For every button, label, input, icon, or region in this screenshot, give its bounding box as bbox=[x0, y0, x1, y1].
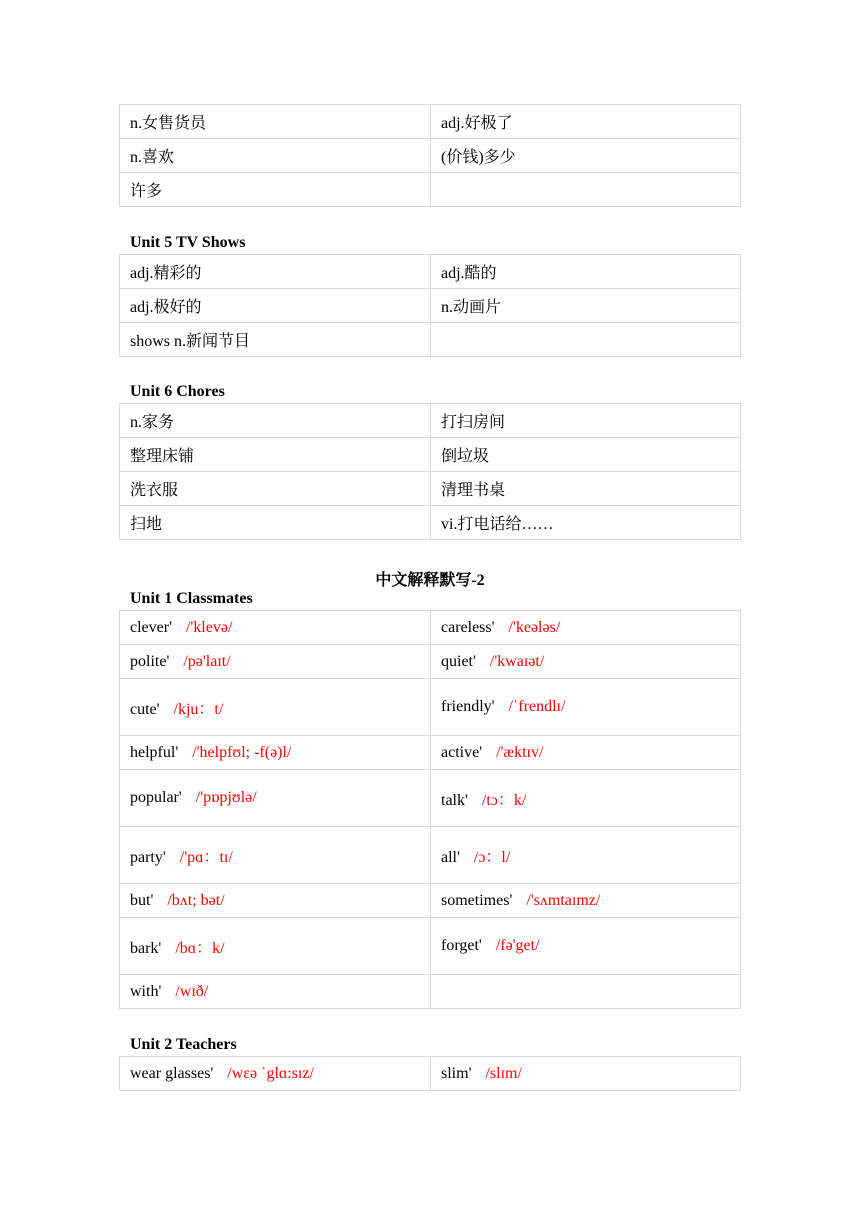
table-cell bbox=[431, 323, 741, 357]
table-row bbox=[120, 611, 741, 645]
phonetic: /'pɑ：tɪ/ bbox=[179, 848, 233, 866]
table-cell: n.家务 bbox=[120, 404, 431, 438]
table-cell: adj.精彩的 bbox=[120, 255, 431, 289]
table-cell bbox=[431, 679, 741, 736]
phonetic: /tɔ：k/ bbox=[481, 791, 527, 809]
table-cell bbox=[431, 645, 741, 679]
word: forget' bbox=[441, 937, 482, 954]
phonetic: /bʌt; bət/ bbox=[167, 891, 225, 909]
word: all' bbox=[441, 848, 460, 866]
phonetic: /ɔ：l/ bbox=[473, 848, 511, 866]
unit2-heading: Unit 2 Teachers bbox=[130, 1036, 237, 1053]
word: careless' bbox=[441, 618, 495, 636]
word: clever' bbox=[130, 618, 172, 636]
phonetic: /wɪð/ bbox=[175, 982, 209, 1000]
phonetic: /kju：t/ bbox=[173, 700, 224, 718]
table-cell: adj.极好的 bbox=[120, 289, 431, 323]
word: but' bbox=[130, 891, 154, 909]
table-cell bbox=[431, 770, 741, 827]
table-cell bbox=[431, 611, 741, 645]
table-cell bbox=[120, 975, 431, 1009]
table-row bbox=[120, 472, 741, 506]
table-row bbox=[120, 975, 741, 1009]
vocab-table-unit6 bbox=[119, 403, 741, 540]
table-cell: 倒垃圾 bbox=[431, 438, 741, 472]
phonetic: /'keələs/ bbox=[508, 618, 561, 636]
table-cell: shows n.新闻节目 bbox=[120, 323, 431, 357]
phonetic: /'helpfʊl; -f(ə)l/ bbox=[192, 743, 292, 761]
table-cell: n.喜欢 bbox=[120, 139, 431, 173]
word: popular' bbox=[130, 789, 182, 806]
table-cell bbox=[120, 827, 431, 884]
table-row bbox=[120, 1057, 741, 1091]
table-row bbox=[120, 679, 741, 736]
table-row bbox=[120, 827, 741, 884]
table-cell: 许多 bbox=[120, 173, 431, 207]
phonetic: /slɪm/ bbox=[485, 1064, 522, 1082]
unit6-heading: Unit 6 Chores bbox=[130, 383, 225, 400]
table-row bbox=[120, 438, 741, 472]
unit5-heading: Unit 5 TV Shows bbox=[130, 234, 246, 251]
table-cell: adj.酷的 bbox=[431, 255, 741, 289]
table-cell bbox=[120, 736, 431, 770]
unit1-heading: Unit 1 Classmates bbox=[130, 590, 253, 607]
table-cell bbox=[431, 884, 741, 918]
phonetic: /'kwaɪət/ bbox=[489, 652, 545, 670]
phonetic: /ˈfrendlɪ/ bbox=[508, 698, 566, 715]
table-cell: adj.好极了 bbox=[431, 105, 741, 139]
table-cell: n.女售货员 bbox=[120, 105, 431, 139]
table-cell bbox=[120, 611, 431, 645]
table-row bbox=[120, 323, 741, 357]
vocab-table-unit2 bbox=[119, 1056, 741, 1091]
table-cell: n.动画片 bbox=[431, 289, 741, 323]
vocab-table-unit5 bbox=[119, 254, 741, 357]
word: talk' bbox=[441, 791, 468, 809]
table-cell: vi.打电话给…… bbox=[431, 506, 741, 540]
word: friendly' bbox=[441, 698, 495, 715]
vocab-table-top bbox=[119, 104, 741, 207]
table-cell: 整理床铺 bbox=[120, 438, 431, 472]
phonetic: /'æktɪv/ bbox=[496, 743, 544, 761]
table-cell bbox=[120, 770, 431, 827]
table-cell: 洗衣服 bbox=[120, 472, 431, 506]
phonetic: /'sʌmtaɪmz/ bbox=[526, 891, 601, 909]
word: helpful' bbox=[130, 743, 179, 761]
table-cell bbox=[120, 1057, 431, 1091]
word: polite' bbox=[130, 652, 170, 670]
phonetic: /'pɒpjʊlə/ bbox=[195, 789, 257, 806]
table-row bbox=[120, 105, 741, 139]
word: quiet' bbox=[441, 652, 476, 670]
table-row bbox=[120, 736, 741, 770]
table-row bbox=[120, 255, 741, 289]
word: with' bbox=[130, 982, 162, 1000]
table-cell bbox=[120, 884, 431, 918]
table-row bbox=[120, 506, 741, 540]
table-cell: 清理书桌 bbox=[431, 472, 741, 506]
word: active' bbox=[441, 743, 483, 761]
word: party' bbox=[130, 848, 166, 866]
table-row bbox=[120, 918, 741, 975]
table-row bbox=[120, 884, 741, 918]
phonetic: /bɑ：k/ bbox=[175, 939, 225, 957]
table-row bbox=[120, 645, 741, 679]
table-cell bbox=[431, 827, 741, 884]
phonetic: /fə'get/ bbox=[495, 937, 540, 954]
word: cute' bbox=[130, 700, 160, 718]
table-row bbox=[120, 404, 741, 438]
section-title: 中文解释默写-2 bbox=[375, 572, 485, 589]
table-row bbox=[120, 139, 741, 173]
phonetic: /pə'laɪt/ bbox=[183, 652, 231, 670]
word: slim' bbox=[441, 1064, 472, 1082]
table-row bbox=[120, 173, 741, 207]
table-row bbox=[120, 289, 741, 323]
table-cell bbox=[431, 975, 741, 1009]
phonetic: /wɛə ˈglɑ:sɪz/ bbox=[227, 1064, 314, 1082]
table-cell: 打扫房间 bbox=[431, 404, 741, 438]
table-row bbox=[120, 770, 741, 827]
phonetic: /'klevə/ bbox=[185, 618, 233, 636]
word: wear glasses' bbox=[130, 1064, 214, 1082]
table-cell bbox=[431, 173, 741, 207]
word: sometimes' bbox=[441, 891, 513, 909]
table-cell: 扫地 bbox=[120, 506, 431, 540]
table-cell bbox=[431, 736, 741, 770]
table-cell bbox=[431, 918, 741, 975]
table-cell bbox=[431, 1057, 741, 1091]
table-cell bbox=[120, 918, 431, 975]
table-cell: (价钱)多少 bbox=[431, 139, 741, 173]
table-cell bbox=[120, 679, 431, 736]
vocab-table-unit1 bbox=[119, 610, 741, 1009]
word: bark' bbox=[130, 939, 162, 957]
table-cell bbox=[120, 645, 431, 679]
